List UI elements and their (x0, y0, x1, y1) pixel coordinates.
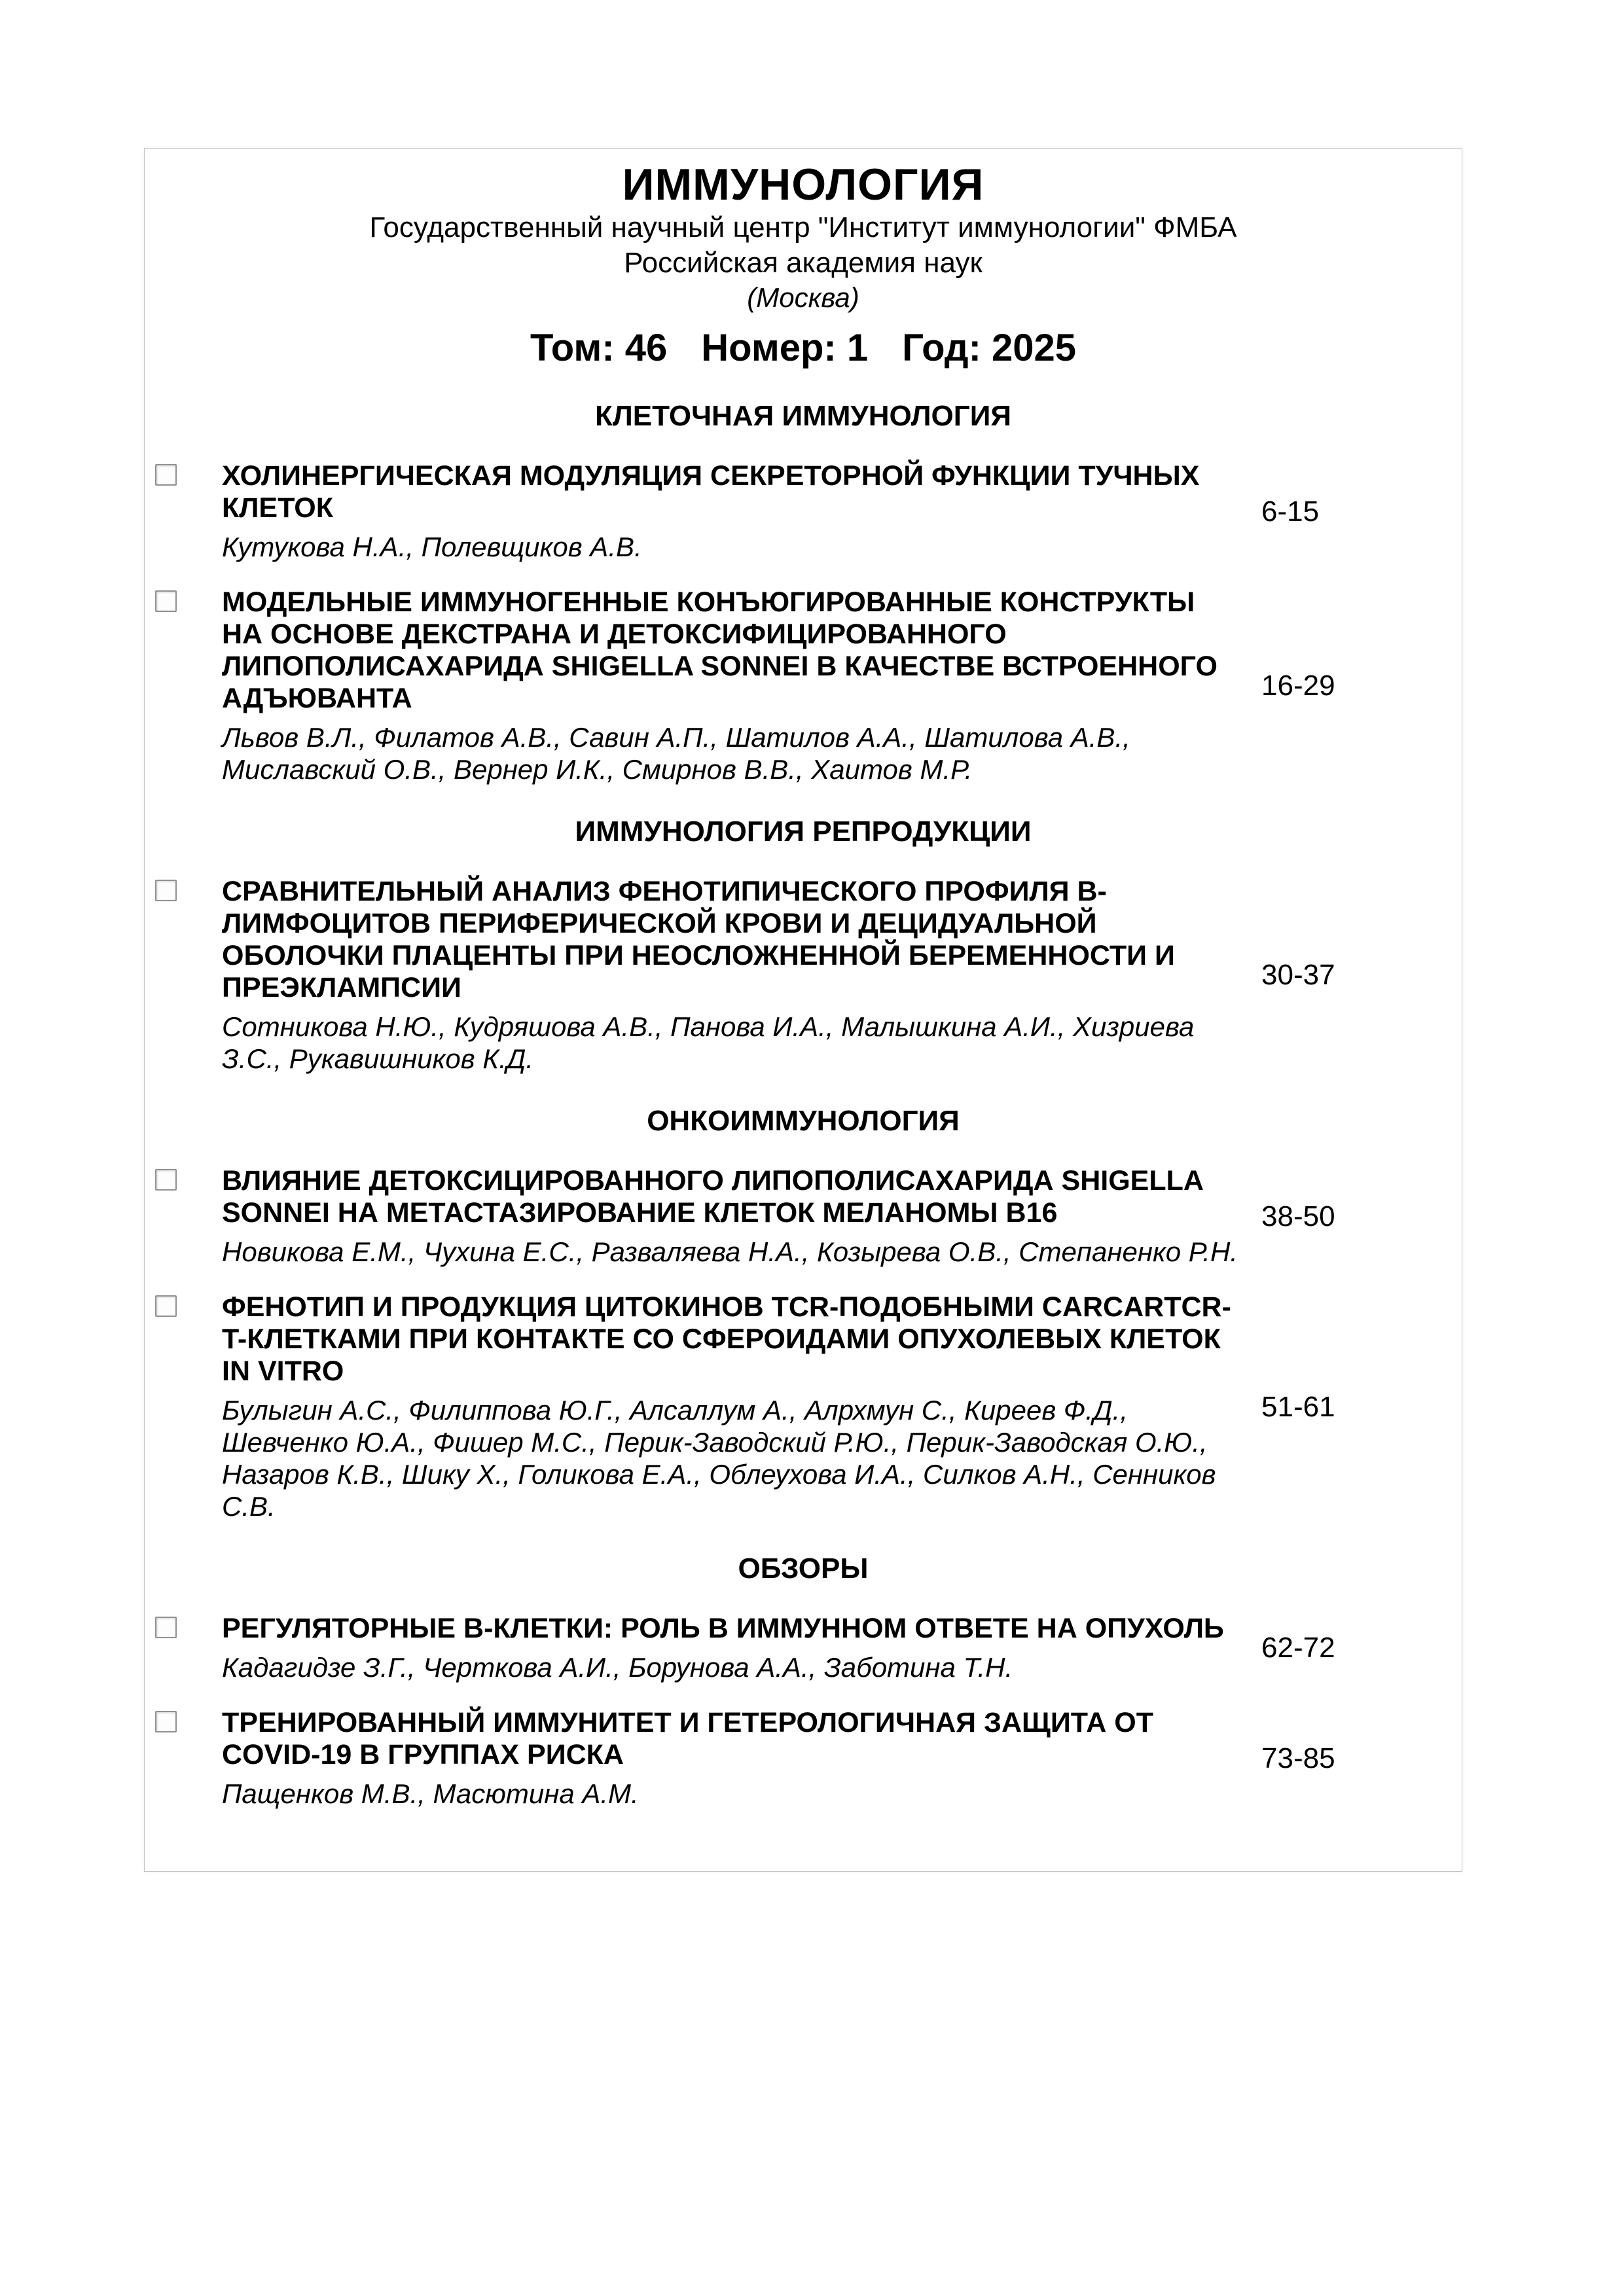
journal-title: ИММУНОЛОГИЯ (622, 160, 984, 209)
checkbox-cell (145, 1165, 222, 1268)
journal-institution: Государственный научный центр "Институт иммунологии" ФМБА (369, 211, 1237, 243)
article-select-checkbox[interactable] (155, 1169, 177, 1191)
article-row (145, 876, 1462, 1075)
article-title: РЕГУЛЯТОРНЫЕ В-КЛЕТКИ: РОЛЬ В ИММУННОМ ОТВЕТЕ НА ОПУХОЛЬ (222, 1613, 1224, 1644)
article-pages: 38-50 (1261, 1200, 1335, 1232)
article-select-checkbox[interactable] (155, 590, 177, 612)
article-pages: 62-72 (1261, 1632, 1335, 1664)
article-pages: 16-29 (1261, 670, 1335, 702)
article-title: ХОЛИНЕРГИЧЕСКАЯ МОДУЛЯЦИЯ СЕКРЕТОРНОЙ ФУНКЦИИ ТУЧНЫХ КЛЕТОК (222, 460, 1200, 524)
checkbox-cell (145, 876, 222, 1075)
issue-number: Номер: 1 (701, 327, 869, 369)
article-authors: Сотникова Н.Ю., Кудряшова А.В., Панова И.А., Малышкина А.И., Хизриева З.С., Рукавишников К.Д. (222, 1011, 1195, 1074)
article-row (145, 460, 1462, 563)
article-row (145, 586, 1462, 785)
section-reviews (145, 1551, 1462, 1810)
section-title: ОНКОИММУНОЛОГИЯ (647, 1105, 960, 1137)
journal-city: (Москва) (747, 282, 859, 313)
article-row (145, 1707, 1462, 1810)
checkbox-cell (145, 586, 222, 785)
article-authors: Новикова Е.М., Чухина Е.С., Разваляева Н.А., Козырева О.В., Степаненко Р.Н. (222, 1236, 1238, 1267)
article-text (222, 586, 1243, 785)
article-pages: 51-61 (1261, 1390, 1335, 1423)
article-authors: Пащенков М.В., Масютина А.М. (222, 1778, 639, 1809)
journal-contents-box (144, 148, 1462, 1872)
article-pages: 73-85 (1261, 1742, 1335, 1774)
article-select-checkbox[interactable] (155, 1711, 177, 1732)
article-select-checkbox[interactable] (155, 1295, 177, 1317)
checkbox-cell (145, 1291, 222, 1522)
checkbox-cell (145, 460, 222, 563)
article-title: СРАВНИТЕЛЬНЫЙ АНАЛИЗ ФЕНОТИПИЧЕСКОГО ПРОФИЛЯ В-ЛИМФОЦИТОВ ПЕРИФЕРИЧЕСКОЙ КРОВИ И ДЕЦИДУАЛЬНОЙ ОБОЛОЧКИ ПЛАЦЕНТЫ ПРИ НЕОСЛОЖНЕННОЙ БЕРЕМЕННОСТИ И ПРЕЭКЛАМПСИИ (222, 876, 1175, 1003)
article-select-checkbox[interactable] (155, 464, 177, 486)
article-title: ВЛИЯНИЕ ДЕТОКСИЦИРОВАННОГО ЛИПОПОЛИСАХАРИДА SHIGELLA SONNEI НА МЕТАСТАЗИРОВАНИЕ КЛЕТОК МЕЛАНОМЫ B16 (222, 1165, 1203, 1229)
article-text (222, 876, 1243, 1075)
article-row (145, 1291, 1462, 1522)
checkbox-cell (145, 1707, 222, 1810)
article-text (222, 1707, 1243, 1810)
article-pages: 30-37 (1261, 959, 1335, 991)
article-title: ФЕНОТИП И ПРОДУКЦИЯ ЦИТОКИНОВ TCR-ПОДОБНЫМИ CARCARTCR-T-КЛЕТКАМИ ПРИ КОНТАКТЕ СО СФЕРОИДАМИ ОПУХОЛЕВЫХ КЛЕТОК IN VITRO (222, 1291, 1231, 1387)
article-text (222, 460, 1243, 563)
article-select-checkbox[interactable] (155, 880, 177, 901)
article-authors: Львов В.Л., Филатов А.В., Савин А.П., Шатилов А.А., Шатилова А.В., Миславский О.В., Вернер И.К., Смирнов В.В., Хаитов М.Р. (222, 722, 1130, 785)
article-text (222, 1291, 1243, 1522)
checkbox-cell (145, 1613, 222, 1683)
journal-academy: Российская академия наук (624, 247, 983, 279)
section-oncoimmunology (145, 1103, 1462, 1522)
article-title: ТРЕНИРОВАННЫЙ ИММУНИТЕТ И ГЕТЕРОЛОГИЧНАЯ ЗАЩИТА ОТ COVID-19 В ГРУППАХ РИСКА (222, 1707, 1153, 1770)
article-authors: Булыгин А.С., Филиппова Ю.Г., Алсаллум А., Алрхмун С., Киреев Ф.Д., Шевченко Ю.А., Фишер М.С., Перик-Заводский Р.Ю., Перик-Заводская О.Ю., Назаров К.В., Шику Х., Голикова Е.А., Облеухова И.А., Силков А.Н., Сенников С.В. (222, 1395, 1216, 1522)
issue-line (145, 327, 1462, 370)
article-title: МОДЕЛЬНЫЕ ИММУНОГЕННЫЕ КОНЪЮГИРОВАННЫЕ КОНСТРУКТЫ НА ОСНОВЕ ДЕКСТРАНА И ДЕТОКСИФИЦИРОВАННОГО ЛИПОПОЛИСАХАРИДА SHIGELLA SONNEI В КАЧЕСТВЕ ВСТРОЕННОГО АДЪЮВАНТА (222, 586, 1218, 714)
article-select-checkbox[interactable] (155, 1617, 177, 1638)
article-authors: Кутукова Н.А., Полевщиков А.В. (222, 531, 642, 562)
issue-volume: Том: 46 (530, 327, 668, 369)
article-pages: 6-15 (1261, 495, 1320, 528)
section-title: ИММУНОЛОГИЯ РЕПРОДУКЦИИ (575, 816, 1032, 848)
section-cell-immunology (145, 399, 1462, 785)
issue-year: Год: 2025 (902, 327, 1077, 369)
article-text (222, 1165, 1243, 1268)
article-row (145, 1613, 1462, 1683)
section-title: ОБЗОРЫ (738, 1552, 869, 1585)
section-reproduction-immunology (145, 814, 1462, 1075)
masthead (145, 159, 1462, 370)
article-row (145, 1165, 1462, 1268)
article-text (222, 1613, 1243, 1683)
section-title: КЛЕТОЧНАЯ ИММУНОЛОГИЯ (595, 400, 1011, 432)
article-authors: Кадагидзе З.Г., Черткова А.И., Борунова А.А., Заботина Т.Н. (222, 1652, 1013, 1683)
